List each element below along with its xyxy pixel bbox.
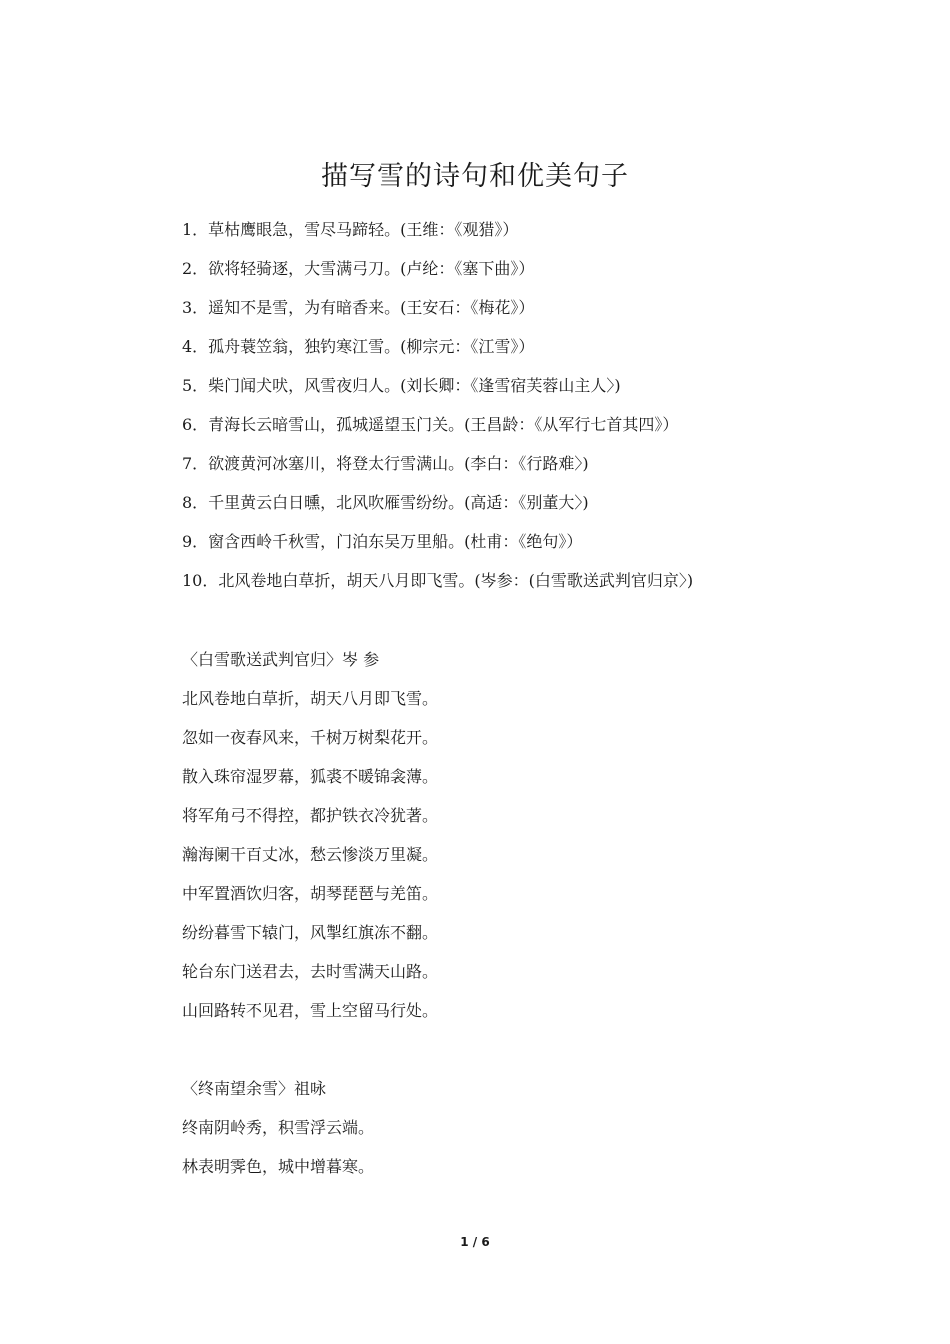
list-item: 2．欲将轻骑逐，大雪满弓刀。(卢纶：《塞下曲》） (182, 259, 535, 278)
poem-line: 瀚海阑干百丈冰，愁云惨淡万里凝。 (182, 845, 439, 864)
list-item: 8．千里黄云白日曛，北风吹雁雪纷纷。(高适：《别董大〉) (182, 493, 589, 512)
poem-line: 忽如一夜春风来，千树万树梨花开。 (182, 728, 439, 747)
poem-line: 纷纷暮雪下辕门，风掣红旗冻不翻。 (182, 923, 439, 942)
poem-line: 终南阴岭秀，积雪浮云端。 (182, 1118, 375, 1137)
poem-line: 中军置酒饮归客，胡琴琵琶与羌笛。 (182, 884, 439, 903)
poem-line: 北风卷地白草折，胡天八月即飞雪。 (182, 689, 439, 708)
page-number: 1 / 6 (460, 1235, 490, 1249)
poem-line: 轮台东门送君去，去时雪满天山路。 (182, 962, 439, 981)
poem-line: 林表明霁色，城中增暮寒。 (182, 1157, 375, 1176)
poem-baixuege (182, 640, 438, 1030)
poem-line: 散入珠帘湿罗幕，狐裘不暖锦衾薄。 (182, 767, 439, 786)
list-item: 4．孤舟蓑笠翁，独钓寒江雪。(柳宗元：《江雪》） (182, 337, 535, 356)
poem-heading: 〈白雪歌送武判官归〉岑 参 (182, 650, 380, 669)
poem-heading: 〈终南望余雪〉祖咏 (182, 1079, 327, 1098)
poem-line: 将军角弓不得控，都护铁衣冷犹著。 (182, 806, 439, 825)
poem-line: 山回路转不见君，雪上空留马行处。 (182, 1001, 439, 1020)
list-item: 7．欲渡黄河冰塞川，将登太行雪满山。(李白：《行路难〉) (182, 454, 589, 473)
list-item: 6．青海长云暗雪山，孤城遥望玉门关。(王昌龄：《从军行七首其四》） (182, 415, 679, 434)
poem-quote-list (182, 210, 693, 600)
page-title: 描写雪的诗句和优美句子 (321, 161, 629, 192)
poem-zhongnan (182, 1069, 374, 1186)
list-item: 1．草枯鹰眼急，雪尽马蹄轻。(王维：《观猎》） (182, 220, 519, 239)
list-item: 10．北风卷地白草折，胡天八月即飞雪。(岑参：(白雪歌送武判官归京〉) (182, 571, 694, 590)
list-item: 5．柴门闻犬吠，风雪夜归人。(刘长卿：《逢雪宿芙蓉山主人〉) (182, 376, 621, 395)
list-item: 9．窗含西岭千秋雪，门泊东吴万里船。(杜甫：《绝句》） (182, 532, 583, 551)
list-item: 3．遥知不是雪，为有暗香来。(王安石：《梅花》） (182, 298, 535, 317)
